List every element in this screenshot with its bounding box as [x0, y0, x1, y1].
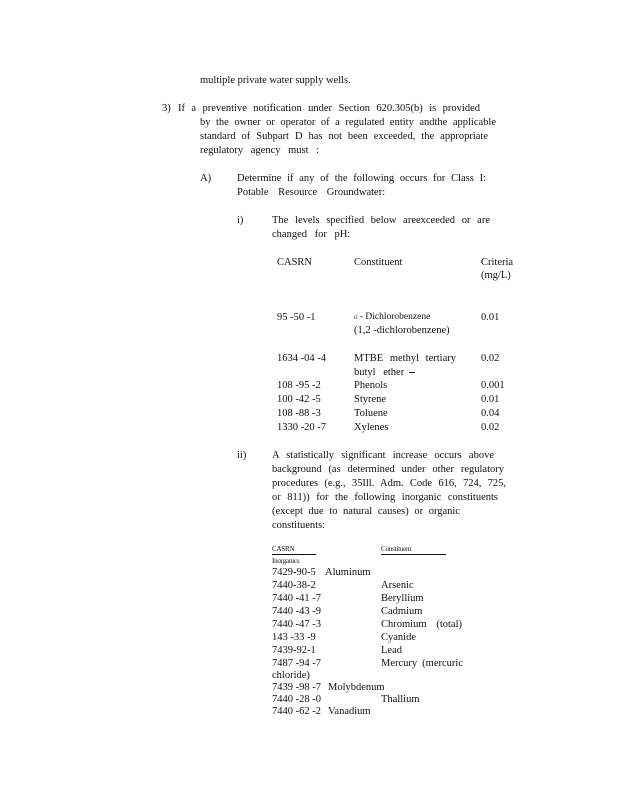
table1-constituent: Phenols	[354, 380, 388, 391]
item-a-label: A)	[200, 173, 212, 184]
table1-criteria: 0.02	[481, 353, 500, 364]
table2-casrn: 7440 -62 -2	[272, 706, 321, 717]
table2-constituent: Beryllium	[381, 593, 424, 604]
table1-casrn: 1634 -04 -4	[277, 353, 326, 364]
underline-mark	[409, 372, 415, 373]
table2-casrn: 7439 -98 -7	[272, 682, 321, 693]
table1-header-criteria: Criteria	[481, 257, 514, 268]
item-3-label: 3)	[162, 103, 171, 114]
table2-casrn: 7440 -43 -9	[272, 606, 321, 617]
table2-constituent: Molybdenum	[328, 682, 385, 693]
intro-line: multiple private water supply wells.	[200, 75, 351, 86]
table2-constituent: Arsenic	[381, 580, 414, 591]
item-3-line-1: If a preventive notification under Section 620.305(b) is provided	[178, 103, 480, 114]
table2-casrn: 7440-38-2	[272, 580, 316, 591]
table2-casrn: 7440 -41 -7	[272, 593, 321, 604]
item-3-line-3: standard of Subpart D has not been exceeded, the appropriate	[200, 131, 488, 142]
table1-casrn: 1330 -20 -7	[277, 422, 326, 433]
table2-casrn: 7487 -94 -7	[272, 658, 321, 669]
table1-casrn: 108 -95 -2	[277, 380, 321, 391]
table2-constituent: Cyanide	[381, 632, 416, 643]
item-ii-label: ii)	[237, 450, 247, 461]
table2-casrn: 7439-92-1	[272, 645, 316, 656]
item-ii-line-5: (except due to natural causes) or organic	[272, 506, 460, 517]
table2-constituent: Aluminum	[325, 567, 371, 578]
item-i-line-2: changed for pH:	[272, 229, 351, 240]
table2-group-label: Inorganics	[272, 557, 300, 565]
table1-casrn: 95 -50 -1	[277, 312, 316, 323]
table2-casrn: 143 -33 -9	[272, 632, 316, 643]
table2-header-casrn: CASRN	[272, 545, 316, 555]
item-ii-line-4: or 811)) for the following inorganic constituents	[272, 492, 498, 503]
table1-constituent: Toluene	[354, 408, 388, 419]
table1-header-casrn: CASRN	[277, 257, 313, 268]
item-ii-line-1: A statistically significant increase occurs above	[272, 450, 494, 461]
table2-constituent: Chromium (total)	[381, 619, 462, 630]
table2-constituent: Cadmium	[381, 606, 423, 617]
table1-casrn: 108 -88 -3	[277, 408, 321, 419]
table2-constituent: Vanadium	[328, 706, 371, 717]
table1-criteria: 0.01	[481, 394, 500, 405]
table1-constituent	[354, 311, 430, 325]
item-ii-line-2: background (as determined under other regulatory	[272, 464, 504, 475]
table2-casrn: 7440 -28 -0	[272, 694, 321, 705]
table1-criteria: 0.01	[481, 312, 500, 323]
table1-criteria: 0.04	[481, 408, 500, 419]
item-ii-line-3: procedures (e.g., 35Ill. Adm. Code 616, 724, 725,	[272, 478, 506, 489]
item-a-line-2: Potable Resource Groundwater:	[237, 187, 386, 198]
table2-constituent: Mercury (mercuric	[381, 658, 463, 669]
table1-criteria: 0.001	[481, 380, 505, 391]
table2-casrn: 7440 -47 -3	[272, 619, 321, 630]
item-a-line-1: Determine if any of the following occurs for Class I:	[237, 173, 486, 184]
table2-constituent: Lead	[381, 645, 402, 656]
table1-constituent: MTBE methyl tertiary	[354, 353, 456, 364]
table2-casrn: 7429-90-5	[272, 567, 316, 578]
table1-constituent-cont: (1,2 -dichlorobenzene)	[354, 325, 450, 336]
table1-constituent: Xylenes	[354, 422, 389, 433]
table1-header-units: (mg/L)	[481, 270, 511, 281]
table2-header-constituent: Constituent	[381, 545, 446, 555]
table1-casrn: 100 -42 -5	[277, 394, 321, 405]
item-3-line-4: regulatory agency must :	[200, 145, 320, 156]
table2-constituent: Thallium	[381, 694, 420, 705]
item-3-line-2: by the owner or operator of a regulated entity andthe applicable	[200, 117, 496, 128]
table1-constituent: Styrene	[354, 394, 387, 405]
table1-header-constituent: Constituent	[354, 257, 403, 268]
table1-criteria: 0.02	[481, 422, 500, 433]
item-ii-line-6: constituents:	[272, 520, 326, 531]
table1-constituent-name: - Dichlorobenzene	[357, 312, 431, 322]
item-i-line-1: The levels specified below areexceeded or are	[272, 215, 490, 226]
table1-constituent-cont: butyl ether	[354, 366, 415, 380]
item-i-label: i)	[237, 215, 244, 226]
table1-constituent-prefix: o	[354, 313, 358, 321]
table2-constituent-cont: chloride)	[272, 670, 310, 681]
